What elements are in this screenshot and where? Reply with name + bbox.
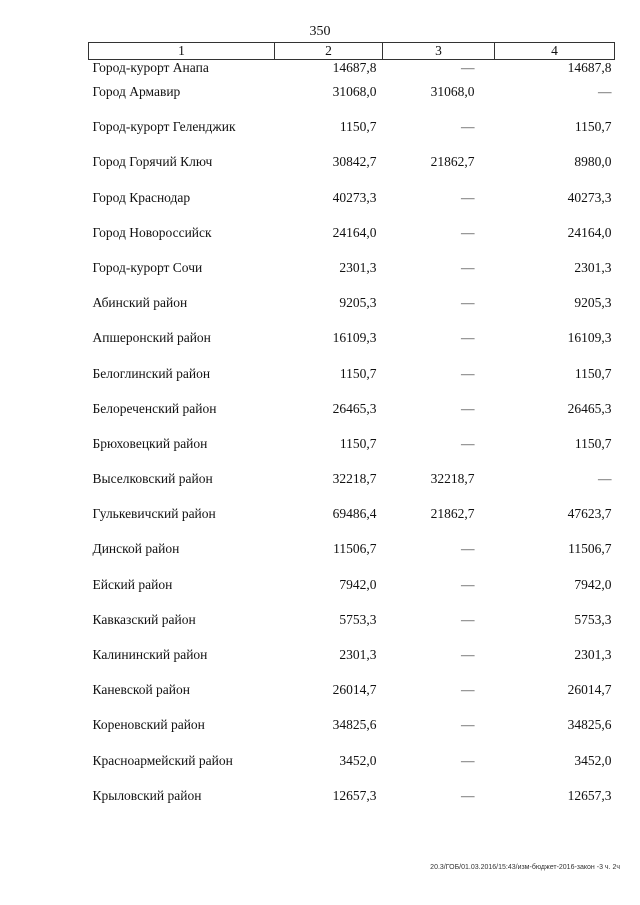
municipality-name: Крыловский район bbox=[92, 787, 202, 803]
amount-column-4: 26014,7 bbox=[567, 682, 612, 698]
total-amount: 1150,7 bbox=[339, 119, 377, 135]
total-amount: 5753,3 bbox=[339, 611, 377, 627]
table-row bbox=[89, 119, 615, 154]
municipality-name: Брюховецкий район bbox=[92, 435, 208, 451]
total-amount: 40273,3 bbox=[332, 189, 377, 205]
table-row bbox=[89, 541, 615, 576]
amount-column-4: 16109,3 bbox=[567, 330, 612, 346]
amount-column-3: — bbox=[461, 435, 475, 451]
amount-column-4: 8980,0 bbox=[574, 154, 612, 170]
amount-column-3: — bbox=[461, 787, 475, 803]
amount-column-3: — bbox=[461, 295, 475, 311]
amount-column-4: 2301,3 bbox=[574, 647, 612, 662]
amount-column-3: — bbox=[461, 224, 475, 240]
amount-column-4: 1150,7 bbox=[574, 365, 612, 381]
amount-column-4: 7942,0 bbox=[574, 576, 612, 592]
table-row bbox=[89, 506, 615, 541]
municipality-name: Город Краснодар bbox=[92, 189, 191, 205]
amount-column-4: 24164,0 bbox=[567, 224, 612, 240]
budget-table bbox=[88, 42, 615, 823]
amount-column-3: — bbox=[461, 611, 475, 627]
municipality-name: Ейский район bbox=[92, 576, 173, 592]
total-amount: 30842,7 bbox=[332, 154, 377, 170]
amount-column-3: — bbox=[461, 330, 475, 346]
page-number: 350 bbox=[309, 24, 331, 39]
table-row bbox=[89, 154, 615, 189]
amount-column-4: 9205,3 bbox=[574, 295, 612, 311]
amount-column-4: 12657,3 bbox=[567, 787, 612, 803]
amount-column-4: 5753,3 bbox=[574, 611, 612, 627]
amount-column-3: — bbox=[461, 682, 475, 698]
amount-column-3: 32218,7 bbox=[430, 471, 475, 487]
total-amount: 9205,3 bbox=[339, 295, 377, 311]
municipality-name: Город-курорт Сочи bbox=[92, 259, 203, 275]
table-row bbox=[89, 647, 615, 682]
total-amount: 31068,0 bbox=[332, 84, 377, 99]
amount-column-4: — bbox=[598, 84, 612, 99]
document-footer: 20.3/ГОБ/01.03.2016/15:43/изм-бюджет-2016-закон -3 ч. 2ч bbox=[430, 864, 620, 871]
column-header-4: 4 bbox=[495, 43, 615, 60]
amount-column-4: 26465,3 bbox=[567, 400, 612, 416]
total-amount: 16109,3 bbox=[332, 330, 377, 346]
table-row bbox=[89, 612, 615, 647]
amount-column-3: — bbox=[461, 400, 475, 416]
table-row bbox=[89, 84, 615, 119]
amount-column-3: — bbox=[461, 119, 475, 135]
total-amount: 1150,7 bbox=[339, 365, 377, 381]
amount-column-3: — bbox=[461, 259, 475, 275]
total-amount: 69486,4 bbox=[332, 506, 377, 522]
total-amount: 2301,3 bbox=[339, 259, 377, 275]
amount-column-3: — bbox=[461, 647, 475, 662]
table-row bbox=[89, 190, 615, 225]
column-header-1: 1 bbox=[89, 43, 275, 60]
total-amount: 24164,0 bbox=[332, 224, 377, 240]
municipality-name: Кавказский район bbox=[92, 611, 196, 627]
amount-column-4: — bbox=[598, 471, 612, 487]
amount-column-4: 11506,7 bbox=[568, 541, 612, 557]
table-row bbox=[89, 60, 615, 85]
total-amount: 26465,3 bbox=[332, 400, 377, 416]
column-header-2: 2 bbox=[275, 43, 383, 60]
municipality-name: Город Горячий Ключ bbox=[92, 154, 213, 170]
table-row bbox=[89, 401, 615, 436]
amount-column-3: — bbox=[461, 752, 475, 768]
total-amount: 11506,7 bbox=[333, 541, 377, 557]
table-row bbox=[89, 436, 615, 471]
amount-column-4: 14687,8 bbox=[567, 60, 612, 75]
table-row bbox=[89, 366, 615, 401]
amount-column-3: — bbox=[461, 576, 475, 592]
amount-column-4: 47623,7 bbox=[567, 506, 612, 522]
municipality-name: Город Армавир bbox=[92, 84, 181, 99]
amount-column-3: 21862,7 bbox=[430, 506, 475, 522]
total-amount: 3452,0 bbox=[339, 752, 377, 768]
municipality-name: Белореченский район bbox=[92, 400, 217, 416]
table-row bbox=[89, 717, 615, 752]
municipality-name: Калининский район bbox=[92, 647, 208, 662]
total-amount: 2301,3 bbox=[339, 647, 377, 662]
amount-column-3: — bbox=[461, 717, 475, 733]
amount-column-3: — bbox=[461, 60, 475, 75]
table-row bbox=[89, 788, 615, 823]
municipality-name: Апшеронский район bbox=[92, 330, 211, 346]
municipality-name: Город-курорт Геленджик bbox=[92, 119, 236, 135]
amount-column-4: 2301,3 bbox=[574, 259, 612, 275]
table-row bbox=[89, 682, 615, 717]
amount-column-3: — bbox=[461, 189, 475, 205]
table-row bbox=[89, 753, 615, 788]
municipality-name: Каневской район bbox=[92, 682, 190, 698]
amount-column-3: — bbox=[461, 365, 475, 381]
table-row bbox=[89, 225, 615, 260]
amount-column-4: 40273,3 bbox=[567, 189, 612, 205]
total-amount: 7942,0 bbox=[339, 576, 377, 592]
table-row bbox=[89, 330, 615, 365]
table-row bbox=[89, 260, 615, 295]
total-amount: 12657,3 bbox=[332, 787, 377, 803]
municipality-name: Абинский район bbox=[92, 295, 188, 311]
municipality-name: Выселковский район bbox=[92, 471, 213, 487]
amount-column-3: 31068,0 bbox=[430, 84, 475, 99]
total-amount: 32218,7 bbox=[332, 471, 377, 487]
total-amount: 26014,7 bbox=[332, 682, 377, 698]
table-row bbox=[89, 295, 615, 330]
amount-column-3: 21862,7 bbox=[430, 154, 475, 170]
amount-column-4: 1150,7 bbox=[574, 435, 612, 451]
table-row bbox=[89, 577, 615, 612]
total-amount: 34825,6 bbox=[332, 717, 377, 733]
municipality-name: Город-курорт Анапа bbox=[92, 60, 209, 75]
table-header-row bbox=[89, 43, 615, 60]
municipality-name: Динской район bbox=[92, 541, 180, 557]
municipality-name: Белоглинский район bbox=[92, 365, 211, 381]
total-amount: 1150,7 bbox=[339, 435, 377, 451]
total-amount: 14687,8 bbox=[332, 60, 377, 75]
amount-column-3: — bbox=[461, 541, 475, 557]
municipality-name: Город Новороссийск bbox=[92, 224, 212, 240]
table-row bbox=[89, 471, 615, 506]
amount-column-4: 34825,6 bbox=[567, 717, 612, 733]
municipality-name: Красноармейский район bbox=[92, 752, 233, 768]
amount-column-4: 3452,0 bbox=[574, 752, 612, 768]
amount-column-4: 1150,7 bbox=[574, 119, 612, 135]
municipality-name: Кореновский район bbox=[92, 717, 205, 733]
municipality-name: Гулькевичский район bbox=[92, 506, 216, 522]
table-body bbox=[89, 60, 615, 823]
column-header-3: 3 bbox=[383, 43, 495, 60]
